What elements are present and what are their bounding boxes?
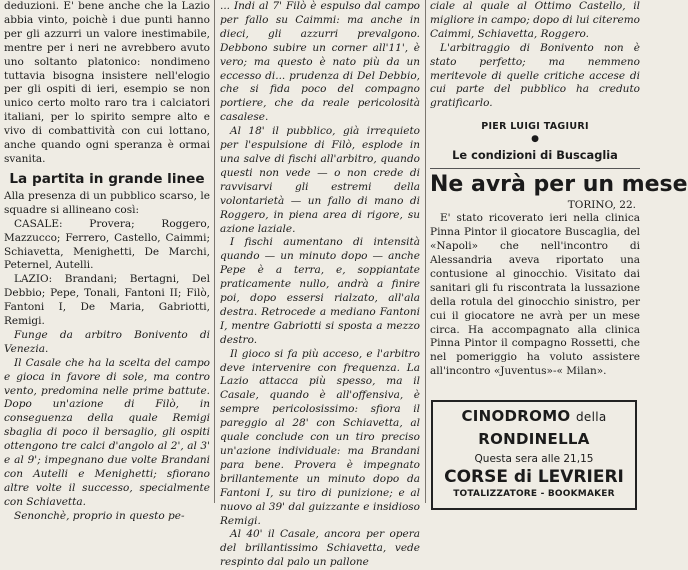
article-paragraph: ... Indi al 7' Filò è espulso dal campo per fallo su Caimmi: ma anche in dieci, gli azzurri prevalgono. Debbono subire un corner all'11', è vero; ma questo è nato più da un eccesso di... prudenza di Del Debbio, che si fida poco del compagno portiere, che da reale pericolosità casalese. [220,0,420,124]
column-middle [220,0,420,569]
column-rule [214,0,215,503]
advertisement-box [431,400,637,510]
subheading: Le condizioni di Buscaglia [452,148,618,163]
ad-event: CORSE di LEVRIERI [444,467,624,487]
article-paragraph: Alla presenza di un pubblico scarso, le squadre si allineano così: [4,189,210,216]
article-paragraph: Il Casale che ha la scelta del campo e gioca in favore di sole, ma contro vento, predomina nelle prime battute. Dopo un'azione di Filò, in conseguenza della quale Remigi sbaglia di poco il bersaglio, gli ospiti ottengono tre calci d'angolo al 2', al 3' e al 9'; impegnano due volte Brandani con Autelli e Menighetti; sfiorano altre volte il successo, specialmente con Schiavetta. [4,356,210,508]
ad-title [437,405,631,450]
referee-note: Funge da arbitro Bonivento di Venezia. [4,328,210,355]
ad-title-main: CINODROMO [461,407,571,425]
divider [430,168,640,169]
article-paragraph: Al 40' il Casale, ancora per opera del brillantissimo Schiavetta, vede respinto dal palo un pallone [220,528,420,569]
section-heading: La partita in grande linee [9,170,205,187]
article-paragraph: Al 18' il pubblico, già irrequieto per l'espulsione di Filò, esplode in una salve di fischi all'arbitro, quando questi non vede — o non crede di ravvisarvi gli estremi della volontarietà — un fallo di mano di Roggero, in piena area di rigore, su azione laziale. [220,125,420,235]
column-rule [425,0,426,503]
ad-title-joiner: della [576,410,607,424]
separator-dot-icon: ● [531,134,539,145]
article-paragraph: Senonchè, proprio in questo pe- [14,509,185,522]
lineup-casale: CASALE: Provera; Roggero, Mazzucco; Ferrero, Castello, Caimmi; Schiavetta, Menighetti, De Marchi, Peternel, Autelli. [4,217,210,272]
article-paragraph: L'arbitraggio di Bonivento non è stato perfetto; ma nemmeno meritevole di quelle critiche accese di cui parte del pubblico ha creduto gratificarlo. [430,41,640,110]
ad-title-name: RONDINELLA [478,430,590,448]
ad-schedule: Questa sera alle 21,15 [474,453,594,465]
article-paragraph: E' stato ricoverato ieri nella clinica Pinna Pintor il giocatore Buscaglia, del «Napoli» che nell'incontro di Alessandria aveva riportato una contusione al ginocchio. Visitato dai sanitari gli fu riscontrata la lussazione della rotula del ginocchio sinistro, per cui il giocatore ne avrà per un mese circa. Ha accompagnato alla clinica Pinna Pintor il compagno Rossetti, che nel pomeriggio ha voluto assistere all'incontro «Juventus»-« Milan». [430,212,640,378]
article-paragraph: ciale al quale al Ottimo Castello, il migliore in campo; dopo di lui citeremo Caimmi, Schiavetta, Roggero. [430,0,640,40]
ad-services: TOTALIZZATORE - BOOKMAKER [453,489,615,499]
article-paragraph: Il gioco si fa più acceso, e l'arbitro deve intervenire con frequenza. La Lazio attacca più spesso, ma il Casale, quando è all'offensiva, è sempre pericolosissimo: sfiora il pareggio al 28' con Schiavetta, al quale conclude con un tiro preciso un'azione individuale: ma Brandani para bene. Provera è impegnato brillantemente un minuto dopo da Fantoni I, su tiro di punizione; e al nuovo al 39' dal guizzante e insidioso Remigi. [220,347,420,527]
author-byline: PIER LUIGI TAGIURI [481,121,589,133]
lineup-lazio: LAZIO: Brandani; Bertagni, Del Debbio; Pepe, Tonali, Fantoni II; Filò, Fantoni I, De Maria, Gabriotti, Remigi. [4,273,210,328]
dateline: TORINO, 22. [567,199,636,212]
column-left [4,0,210,522]
article-paragraph: deduzioni. E' bene anche che la Lazio abbia vinto, poichè i due punti hanno per gli azzurri un valore inestimabile, mentre per i neri ne avrebbero avuto uno soltanto platonico: nondimeno tuttavia bisogna insistere nell'elogio per gli ospiti di ieri, esempio se non unico certo molto raro tra i calciatori italiani, per lo spirito sempre alto e vivo di combattività con cui lottano, anche quando ogni speranza è ormai svanita. [4,0,210,165]
headline: Ne avrà per un mese [430,172,688,198]
article-paragraph: I fischi aumentano di intensità quando — un minuto dopo — anche Pepe è a terra, e, soppiantate praticamente nullo, andrà a finire poi, dopo essersi rialzato, all'ala destra. Retrocede a mediano Fantoni I, mentre Gabriotti si sposta a mezzo destro. [220,236,420,346]
